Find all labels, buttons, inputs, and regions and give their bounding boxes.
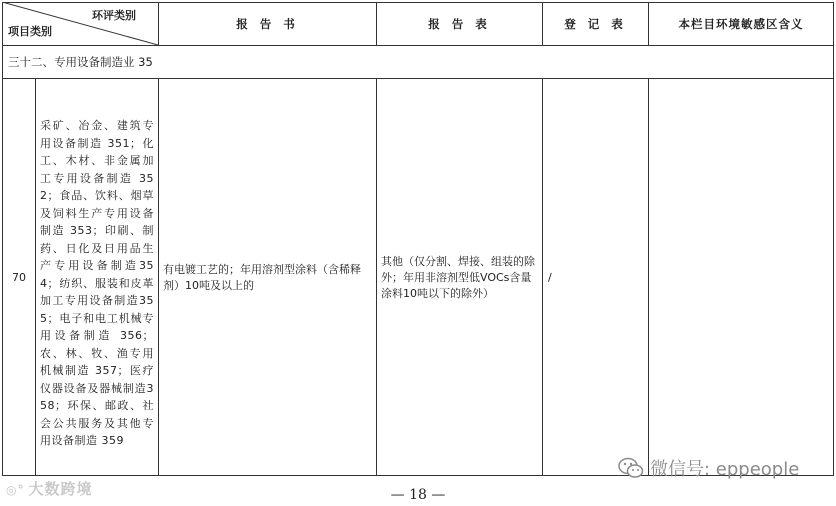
row-report-book: 有电镀工艺的；年用溶剂型涂料（含稀释剂）10吨及以上的 xyxy=(163,263,361,292)
col-divider-report-form xyxy=(376,78,377,476)
col-divider-sensitive xyxy=(648,78,649,476)
wechat-icon xyxy=(618,457,644,479)
row-category: 采矿、冶金、建筑专用设备制造 351；化工、木材、非金属加工专用设备制造 352；食品、饮料、烟草及饲料生产专用设备制造 353；印刷、制药、日化及日用品生产专用设备制造354；纺织、服装和皮革加工专用设备制造355；电子和电工机械专用设备制造 356；农、林、牧、渔专用机械制造 357；医疗仪器设备及器械制造358；环保、邮政、社会公共服务及其他专用设备制造 359 xyxy=(40,119,154,447)
header-report-form: 报 告 表 xyxy=(428,17,491,31)
col-divider-register xyxy=(542,78,543,476)
header-diag-bottom: 项目类别 xyxy=(8,25,52,38)
wechat-id: 微信号: eppeople xyxy=(650,459,800,480)
watermark-left: ◎° 大数跨境 xyxy=(6,480,93,498)
section-bottom-line xyxy=(2,78,834,79)
header-diag-top: 环评类别 xyxy=(92,9,136,22)
header-bottom-line xyxy=(2,45,834,46)
header-report-book: 报 告 书 xyxy=(236,17,299,31)
table-border-left xyxy=(2,2,3,476)
watermark-right xyxy=(618,455,799,481)
col-divider-number xyxy=(35,78,36,476)
col-divider-category xyxy=(158,78,159,476)
row-number: 70 xyxy=(12,271,26,284)
header-sensitive: 本栏目环境敏感区含义 xyxy=(678,17,804,31)
row-register: / xyxy=(548,271,552,284)
table-border-right xyxy=(833,2,834,476)
section-title: 三十二、专用设备制造业 35 xyxy=(8,55,153,69)
page-number: — 18 — xyxy=(390,487,446,503)
brand-logo-icon: ◎° xyxy=(6,483,25,497)
row-report-form: 其他（仅分割、焊接、组装的除外；年用非溶剂型低VOCs含量涂料10吨以下的除外） xyxy=(381,255,535,300)
header-register: 登 记 表 xyxy=(564,17,627,31)
